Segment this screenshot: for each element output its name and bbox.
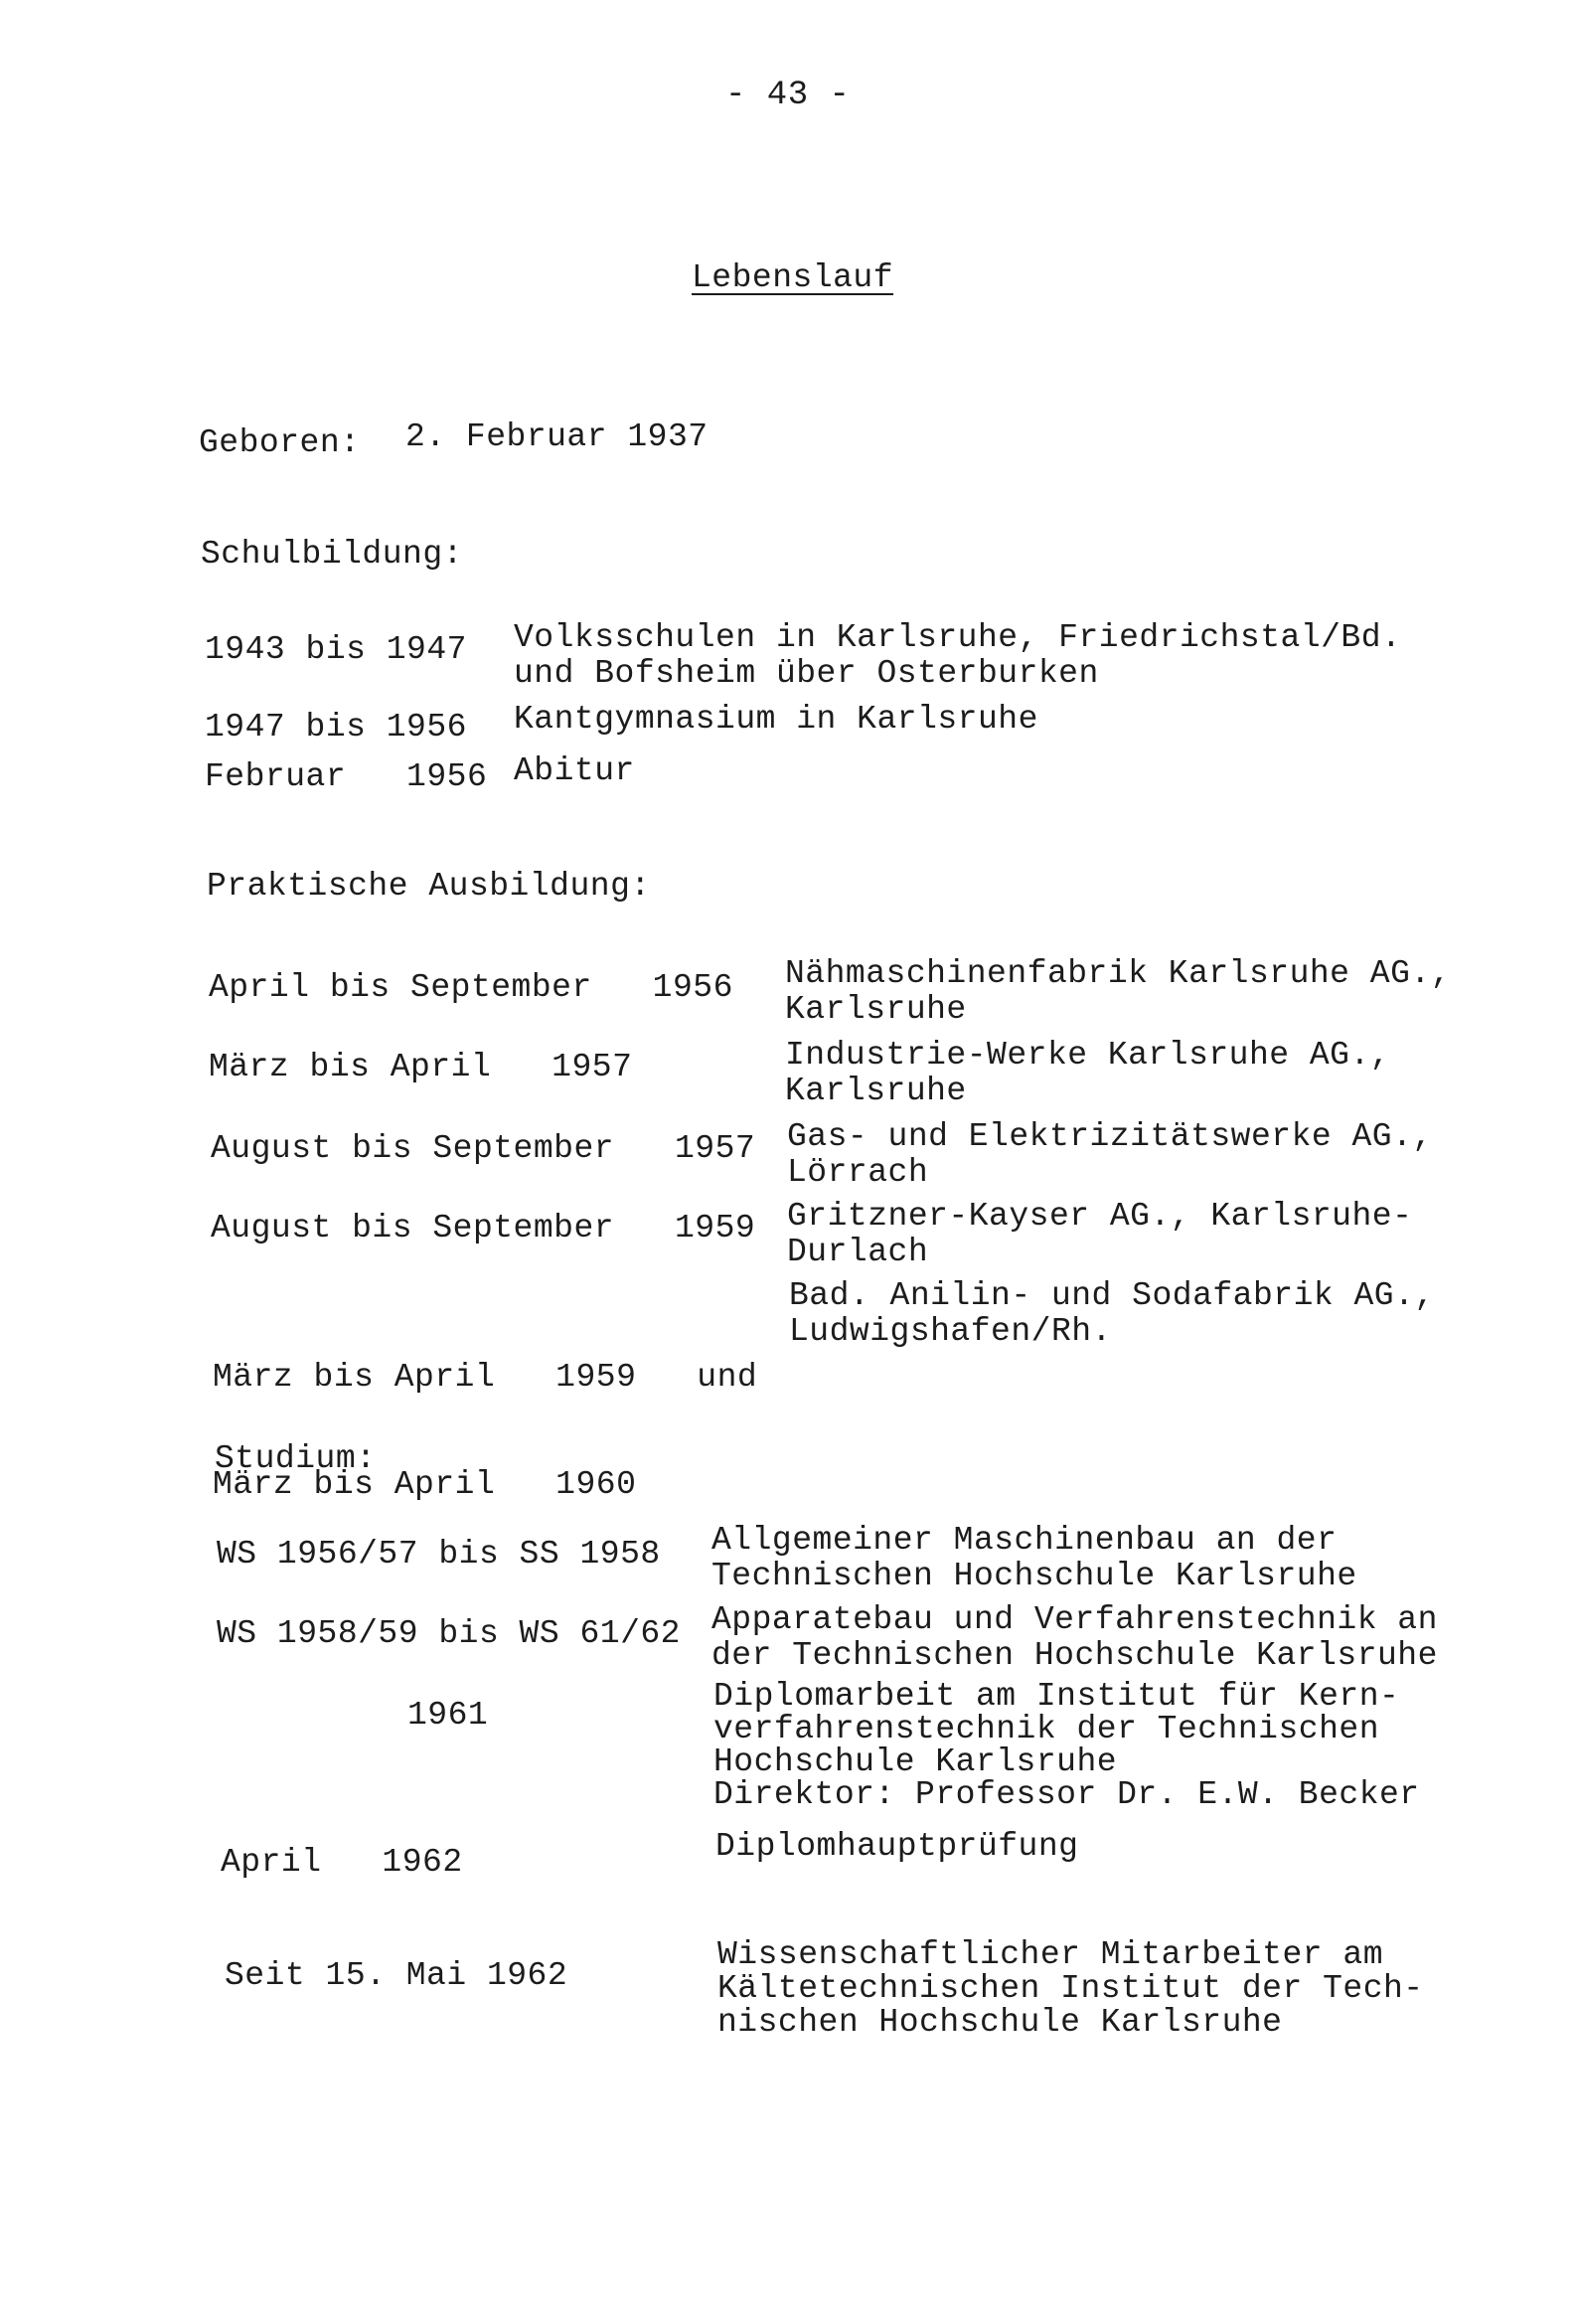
schooling-row-desc bbox=[514, 620, 1401, 692]
training-row-desc-line: Karlsruhe bbox=[785, 1073, 967, 1109]
studies-row-desc bbox=[711, 1523, 1357, 1594]
training-row-desc bbox=[785, 1038, 1390, 1109]
schooling-heading: Schulbildung: bbox=[201, 536, 463, 573]
training-row-desc-line: Industrie-Werke Karlsruhe AG., bbox=[785, 1037, 1391, 1074]
training-row-desc-line: Nähmaschinenfabrik Karlsruhe AG., bbox=[785, 955, 1452, 992]
studies-row-desc bbox=[713, 1680, 1420, 1811]
schooling-row-desc-line: Volksschulen in Karlsruhe, Friedrichstal/Bd. bbox=[514, 619, 1402, 656]
training-heading: Praktische Ausbildung: bbox=[207, 868, 651, 905]
studies-row-desc-line: Wissenschaftlicher Mitarbeiter am bbox=[717, 1936, 1384, 1973]
training-row-desc bbox=[787, 1119, 1433, 1191]
studies-row-date: WS 1958/59 bis WS 61/62 bbox=[217, 1615, 681, 1652]
training-row-desc-line: Ludwigshafen/Rh. bbox=[789, 1313, 1112, 1350]
studies-row-desc-line: Technischen Hochschule Karlsruhe bbox=[711, 1558, 1357, 1594]
studies-row-date: 1961 bbox=[407, 1697, 489, 1734]
training-row-date bbox=[213, 1288, 757, 1575]
training-row-date: August bis September 1957 bbox=[211, 1130, 756, 1167]
training-row-desc-line: Gas- und Elektrizitätswerke AG., bbox=[787, 1118, 1433, 1155]
studies-row-desc-line: Apparatebau und Verfahrenstechnik an bbox=[711, 1601, 1438, 1638]
studies-row-desc-line: Direktor: Professor Dr. E.W. Becker bbox=[713, 1776, 1420, 1813]
schooling-row-date: 1943 bis 1947 bbox=[205, 631, 467, 668]
studies-row-desc-line: Kältetechnischen Institut der Tech- bbox=[717, 1970, 1424, 2007]
studies-row-date: April 1962 bbox=[221, 1844, 463, 1881]
studies-row-desc-line: Diplomarbeit am Institut für Kern- bbox=[713, 1678, 1400, 1715]
schooling-row-desc-line: Kantgymnasium in Karlsruhe bbox=[514, 701, 1038, 738]
schooling-row-desc-line: und Bofsheim über Osterburken bbox=[514, 655, 1099, 692]
studies-row-desc-line: Hochschule Karlsruhe bbox=[713, 1743, 1118, 1780]
studies-row-date: Seit 15. Mai 1962 bbox=[225, 1957, 568, 1994]
studies-row-desc-line: Allgemeiner Maschinenbau an der bbox=[711, 1522, 1338, 1559]
page-number: - 43 - bbox=[725, 77, 851, 114]
studies-row-desc-line: nischen Hochschule Karlsruhe bbox=[717, 2004, 1283, 2041]
training-row-desc bbox=[787, 1199, 1412, 1270]
born-value: 2. Februar 1937 bbox=[405, 418, 709, 455]
studies-row-date: WS 1956/57 bis SS 1958 bbox=[217, 1536, 661, 1573]
training-row-desc-line: Gritzner-Kayser AG., Karlsruhe- bbox=[787, 1198, 1413, 1235]
training-row-desc bbox=[789, 1278, 1435, 1350]
studies-row-desc-line: der Technischen Hochschule Karlsruhe bbox=[711, 1637, 1438, 1674]
training-row-date: April bis September 1956 bbox=[209, 969, 733, 1006]
studies-row-desc bbox=[711, 1602, 1438, 1674]
training-row-desc-line: Durlach bbox=[787, 1234, 929, 1270]
born-label: Geboren: bbox=[199, 424, 361, 461]
studies-row-desc bbox=[717, 1938, 1424, 2040]
training-row-date: März bis April 1957 bbox=[209, 1049, 633, 1085]
studies-heading: Studium: bbox=[215, 1440, 377, 1477]
training-row-date: August bis September 1959 bbox=[211, 1210, 756, 1246]
schooling-row-date: 1947 bis 1956 bbox=[205, 709, 467, 746]
training-row-date-line: März bis April 1959 und bbox=[213, 1359, 758, 1396]
training-row-desc-line: Bad. Anilin- und Sodafabrik AG., bbox=[789, 1277, 1435, 1314]
training-row-desc-line: Lörrach bbox=[787, 1154, 929, 1191]
schooling-row-desc-line: Abitur bbox=[514, 752, 635, 789]
studies-row-desc-line: Diplomhauptprüfung bbox=[715, 1828, 1079, 1865]
training-row-date-line: März bis April 1960 bbox=[213, 1466, 637, 1503]
schooling-row-date: Februar 1956 bbox=[205, 758, 488, 795]
training-row-desc bbox=[785, 956, 1451, 1028]
page-title: Lebenslauf bbox=[692, 259, 894, 296]
studies-row-desc-line: verfahrenstechnik der Technischen bbox=[713, 1711, 1380, 1747]
training-row-desc-line: Karlsruhe bbox=[785, 991, 967, 1028]
